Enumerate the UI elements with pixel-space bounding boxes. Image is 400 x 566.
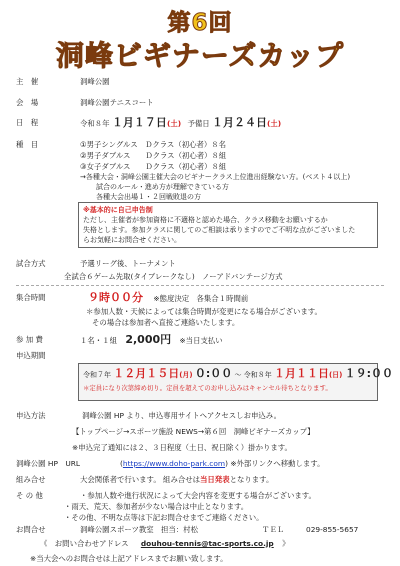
format-label: 試合方式 (16, 259, 46, 268)
reserve-label: 予備日 (187, 119, 210, 128)
fee-note: ※当日支払い (179, 336, 223, 345)
gather-line-2: その場合は参加者へ直接ご連絡いたします。 (92, 318, 240, 327)
fee-label: 参 加 費 (16, 335, 43, 344)
gather-line-1: ＊参加人数・天候によっては集合時間が変更になる場合がございます。 (86, 307, 322, 316)
contact-org: 洞峰公園スポーツ教室 担当：村松 (80, 525, 198, 534)
event-item-2: ②男子ダブルス Ｄクラス（初心者）８組 (80, 151, 227, 160)
host-value: 洞峰公園 (80, 77, 110, 86)
mail-address-link[interactable]: douhou-tennis@tac-sports.co.jp (140, 539, 274, 548)
period-from-date: １２月１５日 (113, 367, 180, 380)
period-to-time: １９:００ (344, 367, 394, 380)
notice-title: ※基本的に自己申告制 (83, 206, 153, 214)
notice-line-1: ただし、主催者が参加資格に不適格と認めた場合、クラス移動をお願いするか (83, 216, 328, 224)
footer-note: ※当大会へのお問合せは上記アドレスまでお願い致します。 (30, 554, 228, 563)
fee-unit: １名・１組 (80, 336, 117, 345)
other-line-3: ・その他、不明な点等は下記お問合せまでご連絡ください。 (64, 513, 264, 522)
gather-label: 集合時間 (16, 293, 46, 302)
period-note: ＊定員になり次第締め切り。定員を超えてのお申し込みはキャンセル待ちとなります。 (83, 384, 332, 392)
other-line-2: ・雨天、荒天、参加者が少ない場合は中止となります。 (64, 502, 249, 511)
format-line-1: 予選リーグ後、トーナメント (80, 259, 176, 268)
period-sep: ～ (234, 371, 242, 379)
reserve-day: (土) (267, 119, 282, 128)
application-period-box (78, 363, 394, 401)
title-line2: 洞峰ビギナーズカップ (55, 39, 345, 72)
format-line-2: 全試合６ゲーム先取(タイブレークなし) ノーアドバンテージ方式 (64, 272, 283, 281)
mail-row (40, 538, 390, 549)
mail-label: 《 お問い合わせアドレス (40, 539, 129, 548)
other-line-1: ・参加人数や進行状況によって大会内容を変更する場合がございます。 (80, 491, 316, 500)
title-line1: 第6回 (167, 10, 233, 36)
method-line-2: 【トップページ→スポーツ施設 NEWS→第６回 洞峰ビギナーズカップ】 (72, 427, 315, 436)
contact-tel: 029-855-5657 (306, 525, 359, 534)
notice-line-2: 失格とします。参加クラスに関してのご相談は承りますのでご不明な点がございました (83, 226, 356, 234)
method-line-1: 洞峰公園 HP より、申込専用サイトへアクセスしお申込み。 (82, 411, 281, 420)
gather-time: ９時００分 (88, 291, 143, 304)
events-label: 種 目 (16, 140, 39, 149)
event-note-3: 各種大会出場１・２回戦敗退の方 (96, 193, 201, 201)
hp-url-link[interactable]: https://www.doho-park.com (122, 459, 226, 468)
venue-label: 会 場 (16, 98, 39, 107)
main-day: (土) (166, 119, 182, 128)
mail-end: 》 (282, 539, 290, 548)
period-to-day: (日) (328, 371, 343, 379)
notice-line-3: らお気軽にお問合せください。 (83, 236, 181, 244)
event-item-3: ③女子ダブルス Ｄクラス（初心者）８組 (80, 162, 227, 171)
draw-text: 大会関係者で行います。 組み合せは (80, 475, 201, 484)
self-report-notice (78, 202, 378, 248)
draw-red: 当日発表 (200, 475, 230, 484)
contact-tel-label: ＴＥＬ (262, 525, 285, 534)
method-line-3: ※申込完了通知には２、３日程度（土日、祝日除く）掛かります。 (72, 443, 292, 452)
event-note-1: →各種大会・洞峰公園主催大会のビギナークラス上位進出経験ない方。(ベスト４以上) (80, 173, 351, 181)
event-note-2: 試合のルール・進め方が理解できている方 (96, 183, 229, 191)
draw-label: 組み合せ (16, 475, 46, 484)
hp-label: 洞峰公園 HP URL (16, 459, 80, 468)
period-label: 申込期間 (16, 351, 46, 360)
period-to-prefix: 令和８年 (243, 371, 272, 379)
main-date: １月１７日 (111, 116, 167, 129)
dates-label: 日 程 (16, 118, 39, 127)
fee-amount: 2,000 (125, 333, 161, 346)
host-label: 主 催 (16, 77, 39, 86)
method-label: 申込方法 (16, 411, 46, 420)
draw-tail: となります。 (229, 475, 274, 484)
contact-label: お問合せ (16, 525, 46, 534)
divider (16, 285, 384, 286)
hp-suffix: ※外部リンクへ移動します。 (230, 459, 325, 468)
venue-value: 洞峰公園テニスコート (80, 98, 154, 107)
other-label: そ の 他 (16, 491, 43, 500)
period-from-day: (月) (179, 371, 193, 379)
gather-note: ※態度決定 各集合１時間前 (153, 294, 249, 303)
reserve-date: １月２４日 (212, 116, 267, 129)
period-to-date: １月１１日 (273, 367, 329, 380)
period-from-time: ０:００ (194, 367, 233, 380)
dates-prefix: 令和８年 (80, 119, 110, 128)
period-from-prefix: 令和７年 (83, 371, 111, 379)
fee-yen: 円 (160, 333, 172, 346)
event-item-1: ①男子シングルス Ｄクラス（初心者）８名 (80, 140, 227, 149)
